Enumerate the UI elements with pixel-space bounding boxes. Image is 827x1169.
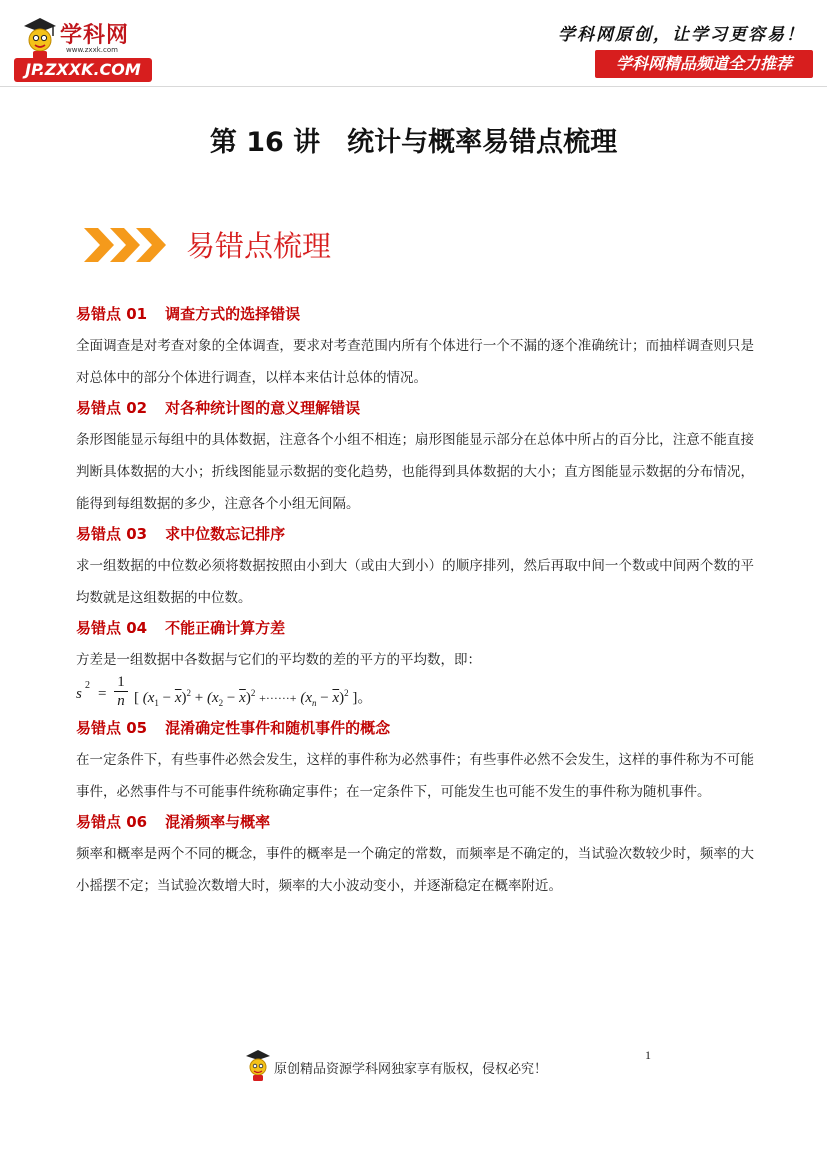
mascot-icon xyxy=(20,16,60,60)
point-body-03: 求一组数据的中位数必须将数据按照由小到大（或由大到小）的顺序排列，然后再取中间一个数或中间两个数的平均数就是这组数据的中位数。 xyxy=(76,558,754,606)
logo-name: 学科网 xyxy=(60,23,130,48)
fraction-bar xyxy=(114,691,128,692)
point-body-01: 全面调查是对考查对象的全体调查，要求对考查范围内所有个体进行一个不漏的逐个准确统计；而抽样调查则只是对总体中的部分个体进行调查，以样本来估计总体的情况。 xyxy=(76,338,754,386)
page-number: 1 xyxy=(645,1048,651,1062)
point-heading-02 xyxy=(76,398,754,418)
fraction-numerator: 1 xyxy=(117,674,125,690)
point-title: 调查方式的选择错误 xyxy=(165,305,301,323)
variance-formula xyxy=(76,674,754,714)
ellipsis: +······+ xyxy=(259,691,297,705)
logo-domain[interactable]: JP.ZXXK.COM xyxy=(14,58,152,82)
header-divider xyxy=(0,86,827,87)
point-title: 混淆频率与概率 xyxy=(165,813,271,831)
mascot-icon xyxy=(244,1048,272,1082)
page-title: 第 16 讲 统计与概率易错点梳理 xyxy=(209,127,618,158)
point-body-02: 条形图能显示每组中的具体数据，注意各个小组不相连；扇形图能显示部分在总体中所占的百分比，注意不能直接判断具体数据的大小；折线图能显示数据的变化趋势，也能得到具体数据的大小；直方图能显示数据的分布情况，能得到每组数据的多少，注意各个小组无间隔。 xyxy=(76,432,754,512)
formula-equals: = xyxy=(98,686,107,702)
copyright-notice: 原创精品资源学科网独家享有版权，侵权必究！ xyxy=(274,1062,548,1077)
plus-sign: + xyxy=(194,690,204,706)
point-title: 求中位数忘记排序 xyxy=(165,525,286,543)
formula-fraction xyxy=(114,674,128,709)
point-body-05: 在一定条件下，有些事件必然会发生，这样的事件称为必然事件；有些事件必然不会发生，这样的事件称为不可能事件，必然事件与不可能事件统称确定事件；在一定条件下，可能发生也可能不发生的事件称为随机事件。 xyxy=(76,752,754,800)
formula-lhs: s xyxy=(76,686,82,702)
point-title: 混淆确定性事件和随机事件的概念 xyxy=(165,719,391,737)
point-number: 易错点 01 xyxy=(76,305,148,323)
point-heading-05 xyxy=(76,718,754,738)
point-number: 易错点 02 xyxy=(76,399,148,417)
channel-badge: 学科网精品频道全力推荐 xyxy=(595,50,813,78)
section-title: 易错点梳理 xyxy=(186,229,332,263)
point-body-04: 方差是一组数据中各数据与它们的平均数的差的平方的平均数，即： xyxy=(76,652,481,668)
point-body-06: 频率和概率是两个不同的概念，事件的概率是一个确定的常数，而频率是不确定的，当试验次数较少时，频率的大小摇摆不定；当试验次数增大时，频率的大小波动变小，并逐渐稳定在概率附近。 xyxy=(76,846,754,894)
point-number: 易错点 06 xyxy=(76,813,148,831)
open-bracket: [ xyxy=(134,690,139,706)
point-title: 对各种统计图的意义理解错误 xyxy=(165,399,361,417)
term-2: $(x_2 - \overline{x})^2$ xyxy=(207,688,256,708)
fraction-denominator: n xyxy=(117,693,125,709)
chevron-arrows-icon xyxy=(84,228,170,262)
term-n: $(x_n - \overline{x})^2$ xyxy=(300,688,349,708)
point-heading-01 xyxy=(76,304,754,324)
formula-exponent: 2 xyxy=(85,680,90,691)
close-bracket: ]。 xyxy=(352,690,373,706)
point-number: 易错点 05 xyxy=(76,719,148,737)
header-slogan: 学科网原创，让学习更容易！ xyxy=(558,25,805,45)
error-points-list xyxy=(76,304,754,906)
point-number: 易错点 03 xyxy=(76,525,148,543)
term-1: $(x_1 - \overline{x})^2$ xyxy=(142,688,192,708)
point-heading-03 xyxy=(76,524,754,544)
site-logo[interactable] xyxy=(14,16,156,84)
point-heading-04 xyxy=(76,618,754,638)
formula-body xyxy=(134,686,372,708)
point-title: 不能正确计算方差 xyxy=(165,619,286,637)
logo-site-url: www.zxxk.com xyxy=(66,46,118,54)
point-heading-06 xyxy=(76,812,754,832)
page-footer xyxy=(244,1048,664,1084)
point-number: 易错点 04 xyxy=(76,619,148,637)
